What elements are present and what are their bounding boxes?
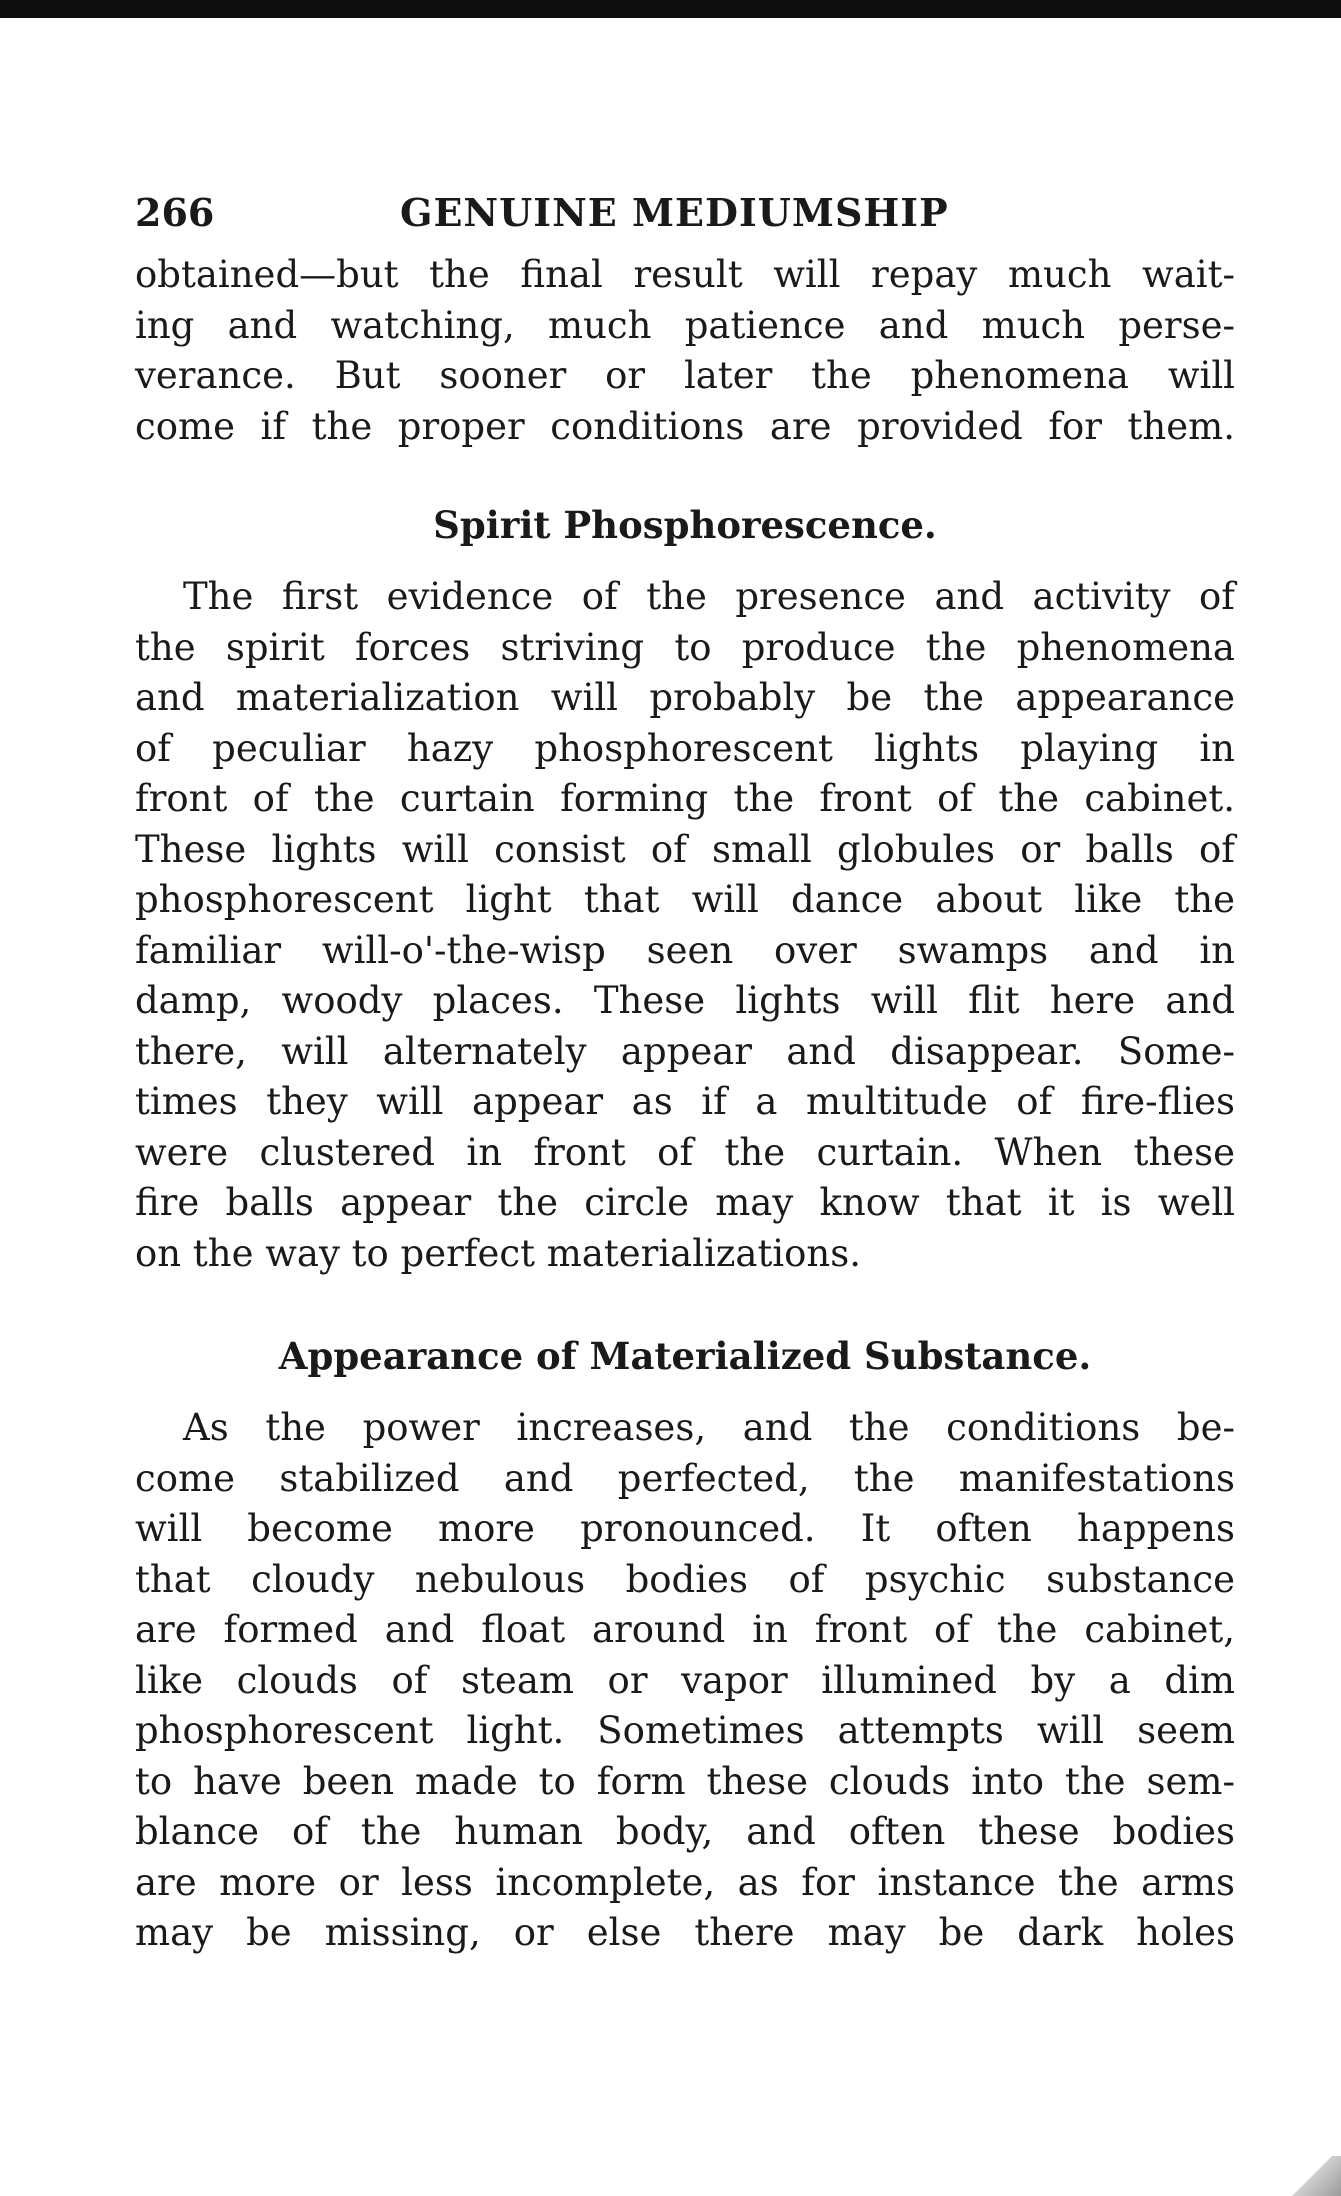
text-line: like clouds of steam or vapor illumined by a dim [135,1658,1235,1702]
text-line: may be missing, or else there may be dark holes [135,1911,1235,1954]
text-line: phosphorescent light. Sometimes attempts will seem [135,1709,1235,1752]
text-line: damp, woody places. These lights will flit here and [135,979,1235,1022]
text-line: will become more pronounced. It often happens [135,1507,1235,1550]
text-line: obtained—but the final result will repay much wait- [135,253,1235,296]
running-title: GENUINE MEDIUMSHIP [400,190,949,235]
text-line: verance. But sooner or later the phenomena will [135,354,1235,397]
text-line: are formed and float around in front of the cabinet, [135,1608,1235,1651]
paragraph-continuation [135,250,1235,452]
text-line: come if the proper conditions are provided for them. [135,404,1235,448]
book-page [135,190,1235,1959]
text-line: These lights will consist of small globules or balls of [135,827,1235,871]
text-line: that cloudy nebulous bodies of psychic substance [135,1557,1235,1601]
text-line: fire balls appear the circle may know that it is well [135,1181,1235,1224]
section-heading-spirit-phosphorescence: Spirit Phosphorescence. [433,503,937,547]
text-line: the spirit forces striving to produce the phenomena [135,625,1235,669]
text-line: there, will alternately appear and disappear. Some- [135,1029,1235,1073]
paragraph-phosphorescence [135,572,1235,1279]
text-line: As the power increases, and the conditions be- [183,1406,1235,1449]
text-line: to have been made to form these clouds into the sem- [135,1759,1235,1803]
text-line: front of the curtain forming the front of the cabinet. [135,777,1235,820]
running-head [135,190,1235,250]
page-corner-smudge [1271,2156,1341,2196]
text-line: are more or less incomplete, as for instance the arms [135,1860,1235,1904]
paragraph-materialized-substance [135,1403,1235,1959]
text-line: The first evidence of the presence and activity of [183,575,1235,618]
text-line: and materialization will probably be the appearance [135,676,1235,719]
page-number: 266 [135,190,215,235]
text-line: times they will appear as if a multitude of fire-flies [135,1080,1235,1123]
text-line: phosphorescent light that will dance about like the [135,878,1235,921]
text-line: of peculiar hazy phosphorescent lights playing in [135,726,1235,770]
text-line: familiar will-o'-the-wisp seen over swamps and in [135,928,1235,972]
section-heading-materialized-substance: Appearance of Materialized Substance. [278,1334,1092,1378]
top-border-rule [0,0,1341,18]
text-line: blance of the human body, and often these bodies [135,1810,1235,1853]
text-line: were clustered in front of the curtain. When these [135,1130,1235,1174]
text-line: ing and watching, much patience and much perse- [135,303,1235,347]
text-line: come stabilized and perfected, the manifestations [135,1456,1235,1500]
text-line: on the way to perfect materializations. [135,1231,861,1275]
